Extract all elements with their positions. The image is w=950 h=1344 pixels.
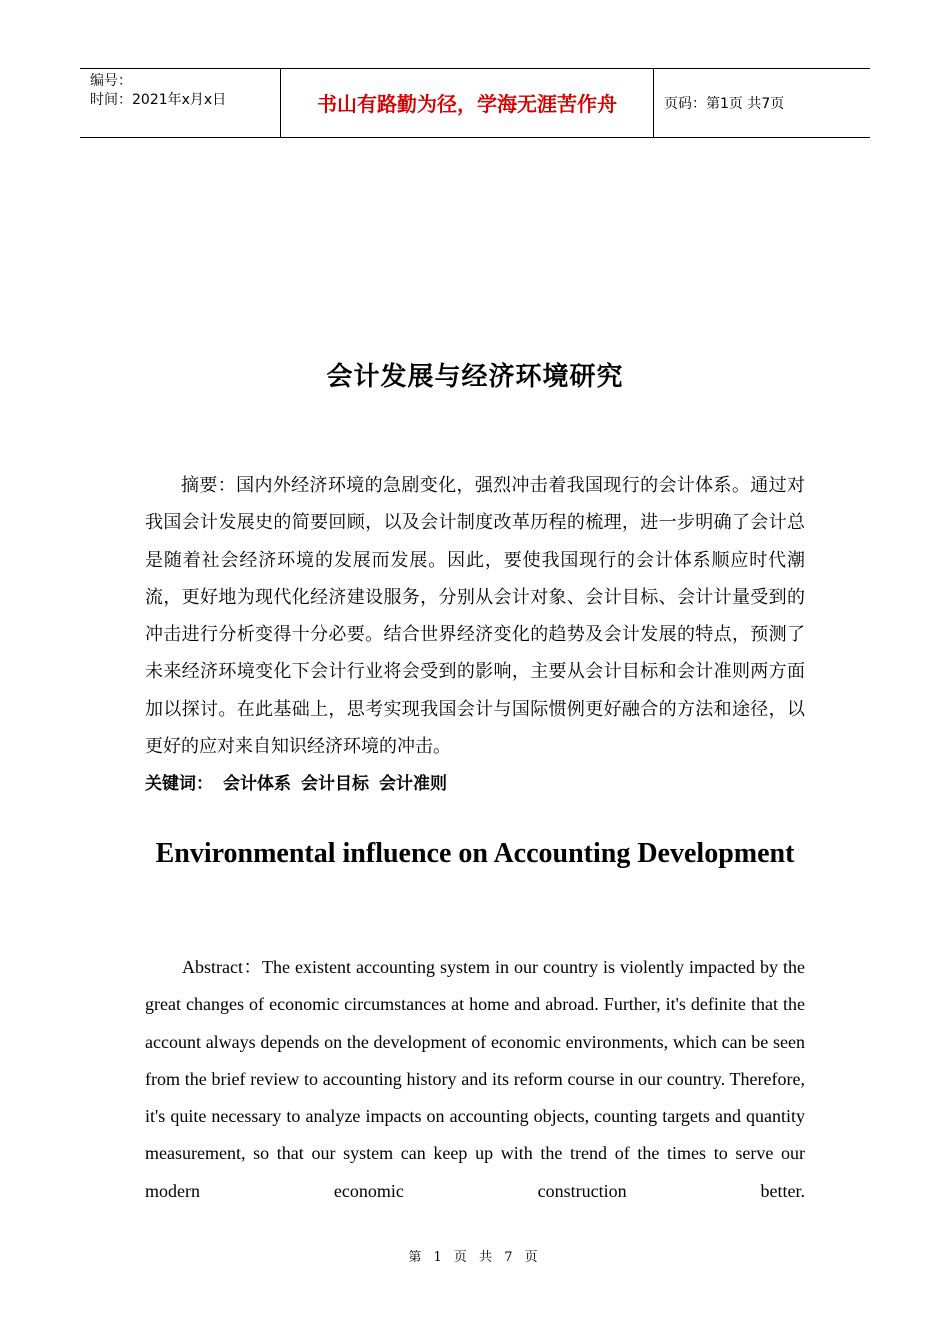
document-time-label: 时间：2021年x月x日	[90, 92, 227, 108]
header-meta-cell	[80, 69, 281, 137]
keywords-line	[145, 769, 447, 794]
page-footer: 第 1 页 共 7 页	[408, 1250, 542, 1265]
keyword-item: 会计准则	[379, 774, 447, 794]
keywords-label: 关键词：	[145, 774, 213, 794]
english-abstract: Abstract：The existent accounting system in our country is violently impacted by the great changes of economic circumstances at home and abroad. Further, it's definite that the account always depends on the development of economic environments, which can be seen from the brief review to accounting history and its reform course in our country. Therefore, it's quite necessary to analyze impacts on accounting objects, counting targets and quantity measurement, so that our system can keep up with the trend of the times to serve our modern economic construction better.	[145, 957, 805, 1201]
keyword-item: 会计体系	[223, 774, 291, 794]
page-header	[80, 68, 870, 138]
header-page-info: 页码：第1页 共7页	[664, 96, 785, 112]
chinese-title: 会计发展与经济环境研究	[326, 362, 624, 392]
chinese-abstract: 摘要：国内外经济环境的急剧变化，强烈冲击着我国现行的会计体系。通过对我国会计发展史的简要回顾，以及会计制度改革历程的梳理，进一步明确了会计总是随着社会经济环境的发展而发展。因此，要使我国现行的会计体系顺应时代潮流，更好地为现代化经济建设服务，分别从会计对象、会计目标、会计计量受到的冲击进行分析变得十分必要。结合世界经济变化的趋势及会计发展的特点，预测了未来经济环境变化下会计行业将会受到的影响，主要从会计目标和会计准则两方面加以探讨。在此基础上，思考实现我国会计与国际惯例更好融合的方法和途径，以更好的应对来自知识经济环境的冲击。	[145, 475, 805, 758]
header-motto: 书山有路勤为径，学海无涯苦作舟	[281, 69, 654, 137]
document-number-label: 编号：	[90, 73, 132, 89]
english-title: Environmental influence on Accounting Development	[155, 838, 795, 869]
keyword-item: 会计目标	[301, 774, 369, 794]
